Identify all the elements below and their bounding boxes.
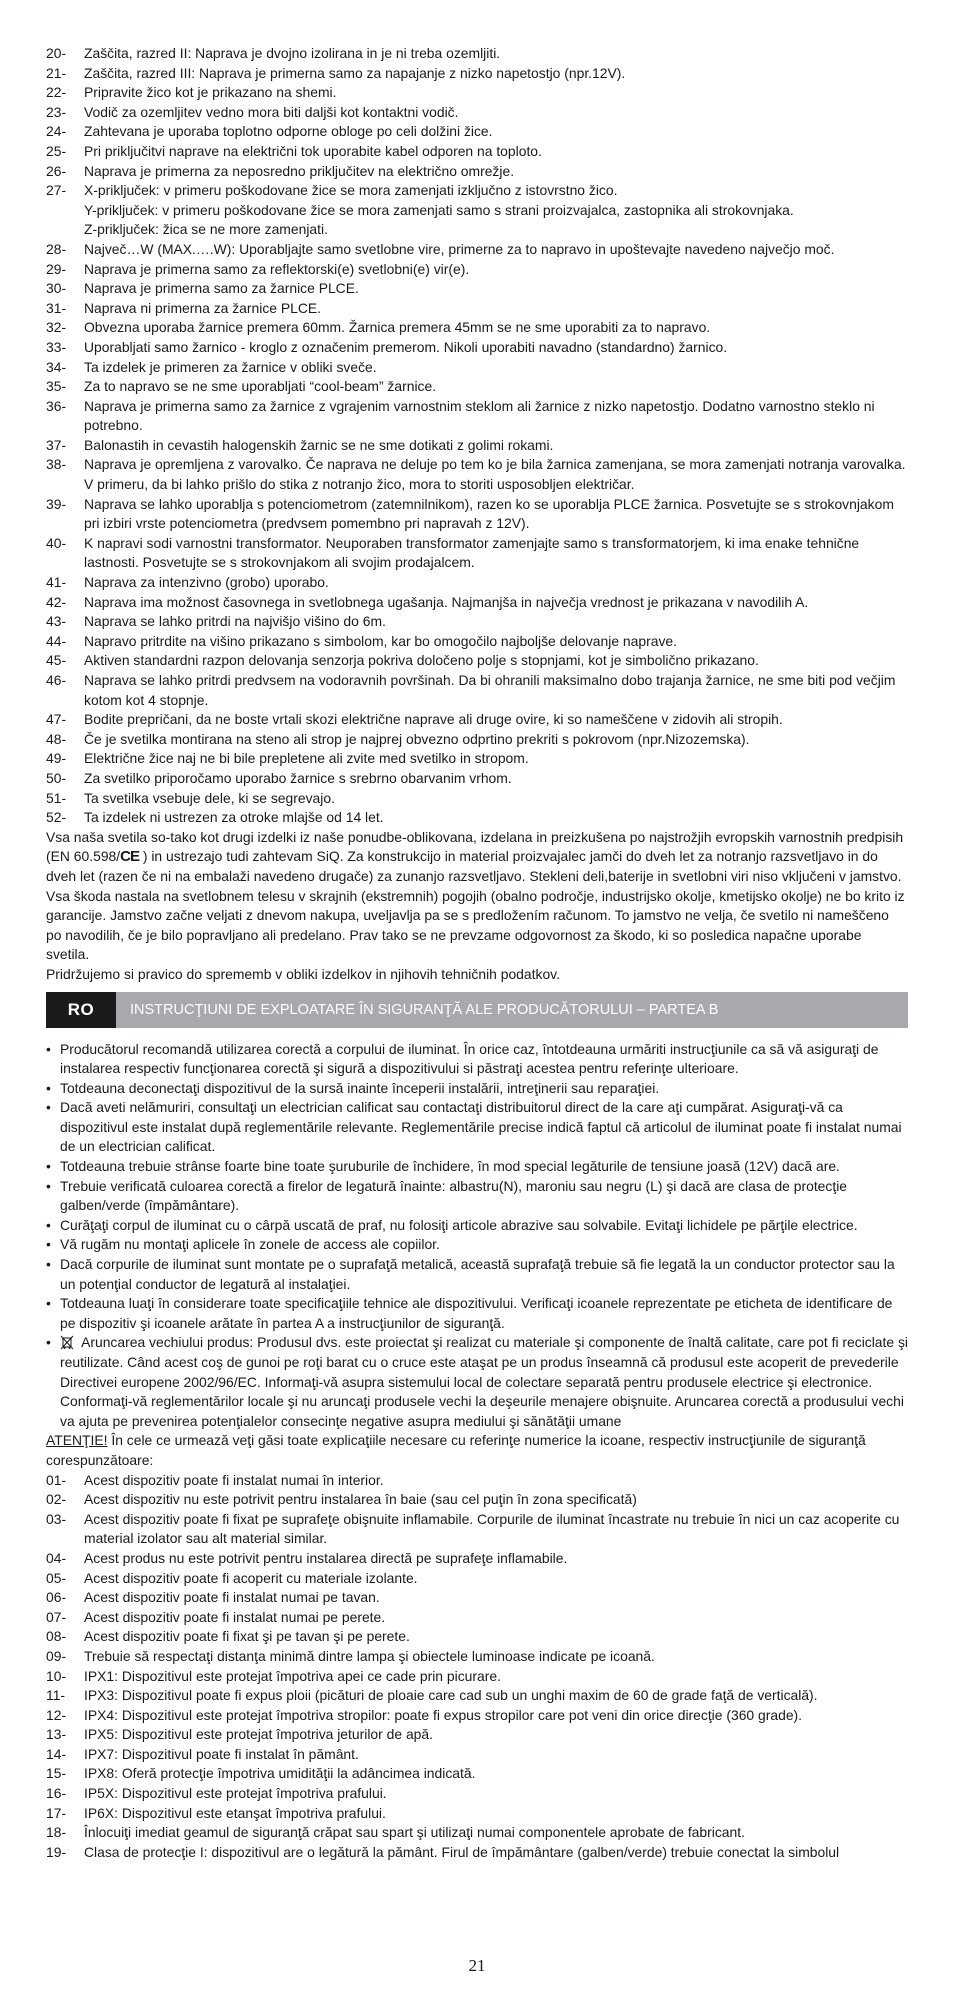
item-text: X-priključek: v primeru poškodovane žice se mora zamenjati izključno z istovrstno žico. Y-priključek: v primeru poškodovane žice se mora zamenjati samo s strani proizvajalca, zastopnika ali strokovnjaka. Z-priključek: žica se ne more zamenjati. [84,182,794,238]
list-item [46,1843,908,1863]
list-item [46,338,908,358]
list-item [46,436,908,456]
item-number: 41- [46,574,67,591]
item-text: Pri priključitvi naprave na električni tok uporabite kabel odporen na toploto. [84,142,542,159]
item-text: Zaščita, razred II: Naprava je dvojno izolirana in je ni treba ozemljiti. [84,45,501,61]
romanian-numbered-list [46,1471,908,1863]
item-number: 25- [46,142,67,159]
bullet-item [46,1157,908,1177]
list-item [46,83,908,103]
list-item [46,1588,908,1608]
item-number: 08- [46,1628,67,1645]
warranty-text-start: Vsa naša svetila so-tako kot drugi izdelki iz naše ponudbe-oblikovana, izdelana in preizkušena po najstrožjih evropskih varnostnih predpisih (EN 60.598/ [46,828,904,865]
romanian-attention-paragraph [46,1431,908,1470]
item-text: Acest dispozitiv poate fi instalat numai în interior. [84,1471,384,1488]
section-banner [46,992,908,1028]
list-item [46,1510,908,1549]
bullet-dot: • [46,1256,51,1273]
list-item [46,651,908,671]
bullet-dot: • [46,1158,51,1175]
item-text: IP6X: Dispozitivul este etanşat împotriva prafului. [84,1804,386,1821]
list-item [46,1471,908,1491]
item-number: 48- [46,730,67,747]
item-number: 43- [46,613,67,630]
list-item [46,64,908,84]
item-text: Naprava se lahko pritrdi predvsem na vodoravnih površinah. Da bi ohranili maksimalno dobo trajanja žarnice, ne sme biti pod večjim kotom kot 4 stopnje. [84,672,896,708]
list-item [46,279,908,299]
item-text: IPX7: Dispozitivul poate fi instalat în pământ. [84,1745,359,1762]
item-text: Acest dispozitiv poate fi instalat numai pe perete. [84,1608,386,1625]
bullet-text: Totdeauna luaţi în considerare toate specificaţiile tehnice ale dispozitivului. Verificaţi icoanele reprezentate pe eticheta de identificare de pe dispozitiv şi icoanele arătate în partea A a instrucţiunilor de siguranţă. [60,1295,893,1331]
item-number: 15- [46,1765,67,1782]
item-text: Naprava je primerna za neposredno priključitev na električno omrežje. [84,162,515,179]
list-item [46,377,908,397]
item-text: Naprava se lahko uporablja s potenciometrom (zatemnilnikom), razen ko se uporablja PLCE žarnica. Posvetujte se s strokovnjakom pri izbiri vrste potenciometra (predvsem pomembno pri napravah z 12V). [84,495,894,532]
list-item [46,299,908,319]
romanian-bullet-list [46,1040,908,1334]
item-text: Za to napravo se ne sme uporabljati “cool-beam” žarnice. [84,378,437,395]
ce-mark-icon: CE [120,848,139,866]
item-number: 22- [46,84,67,101]
item-text: Naprava je primerna samo za žarnice z vgrajenim varnostnim steklom ali žarnice z nizko napetostjo. Dodatno varnostno steklo ni potrebno. [84,397,875,434]
item-number: 39- [46,495,67,512]
item-number: 03- [46,1510,67,1527]
section-title: INSTRUCŢIUNI DE EXPLOATARE ÎN SIGURANŢĂ ALE PRODUCĂTORULUI – PARTEA B [130,1001,719,1018]
item-number: 17- [46,1804,67,1821]
item-number: 24- [46,123,67,140]
item-number: 45- [46,652,67,669]
list-item [46,1608,908,1628]
item-number: 29- [46,260,67,277]
list-item [46,1490,908,1510]
list-item [46,1667,908,1687]
item-number: 38- [46,456,67,473]
item-text: Ta izdelek je primeren za žarnice v obliki sveče. [84,358,377,375]
slovenian-warranty-paragraph [46,828,908,965]
item-text: Največ…W (MAX.….W): Uporabljajte samo svetlobne vire, primerne za to napravo in upoštevajte navedeno največjo moč. [84,240,835,257]
item-text: Električne žice naj ne bi bile prepletene ali zvite med svetilko in stropom. [84,750,529,767]
item-number: 49- [46,750,67,767]
item-text: IPX5: Dispozitivul este protejat împotriva jeturilor de apă. [84,1726,433,1743]
list-item [46,1764,908,1784]
bullet-dot: • [46,1177,51,1194]
item-text: Înlocuiţi imediat geamul de siguranţă crăpat sau spart şi utilizaţi numai componentele aprobate de fabricant. [84,1824,745,1841]
item-text: IPX4: Dispozitivul este protejat împotriva stropilor: poate fi expus stropilor care pot veni din orice direcţie (360 grade). [84,1706,803,1723]
item-text: IP5X: Dispozitivul este protejat împotriva prafului. [84,1785,387,1802]
list-item [46,1804,908,1824]
crossed-bin-icon [60,1335,74,1350]
list-item [46,495,908,534]
list-item [46,44,908,64]
list-item [46,318,908,338]
attention-label: ATENŢIE! [46,1432,108,1449]
item-number: 02- [46,1491,67,1508]
item-number: 40- [46,534,67,551]
list-item [46,1823,908,1843]
list-item [46,162,908,182]
bullet-dot: • [46,1079,51,1096]
item-number: 13- [46,1726,67,1743]
language-badge: RO [46,992,116,1028]
list-item [46,808,908,828]
item-text: Naprava ni primerna za žarnice PLCE. [84,299,322,316]
disposal-text: Aruncarea vechiului produs: Produsul dvs. este proiectat şi realizat cu materiale şi componente de înaltă calitate, care pot fi reciclate şi reutilizate. Când acest coş de gunoi pe roţi barat cu o cruce este ataşat pe un produs înseamnă că produsul este acoperit de prevederile Directivei europene 2002/96/EC. Informaţi-vă asupra sistemului local de colectare separată pentru produsele electrice şi electronice. Conformaţi-vă reglementărilor locale şi nu aruncaţi produsele vechi la deşeurile menajere obişnuite. Aruncarea corectă a produsului vechi va ajuta pe prevenirea potenţialelor consecinţe negative asupra mediului şi sănătăţii umane [60,1334,909,1429]
item-text: Clasa de protecţie I: dispozitivul are o legătură la pământ. Firul de împământare (galben/verde) trebuie conectat la simbolul [84,1843,840,1860]
bullet-dot: • [46,1236,51,1253]
disposal-item [46,1333,908,1431]
item-number: 42- [46,593,67,610]
bullet-dot: • [46,1216,51,1233]
item-number: 46- [46,672,67,688]
item-text: Naprava ima možnost časovnega in svetlobnega ugašanja. Najmanjša in največja vrednost je prikazana v navodilih A. [84,593,809,610]
item-number: 28- [46,240,67,257]
item-text: Ta svetilka vsebuje dele, ki se segrevajo. [84,789,335,806]
list-item [46,1627,908,1647]
bullet-item [46,1235,908,1255]
item-number: 36- [46,397,67,414]
bullet-dot: • [46,1334,51,1351]
bullet-item [46,1177,908,1216]
list-item [46,103,908,123]
item-text: Naprava je primerna samo za žarnice PLCE. [84,280,359,297]
list-item [46,181,908,240]
list-item [46,749,908,769]
item-text: Naprava se lahko pritrdi na najvišjo višino do 6m. [84,613,386,630]
item-text: Če je svetilka montirana na steno ali strop je najprej obvezno odprtino prekriti s pokrovom (npr.Nizozemska). [84,730,750,747]
item-number: 51- [46,789,67,806]
list-item [46,710,908,730]
item-text: Obvezna uporaba žarnice premera 60mm. Žarnica premera 45mm se ne sme uporabiti za to napravo. [84,319,711,336]
bullet-text: Vă rugăm nu montaţi aplicele în zonele de access ale copiilor. [60,1236,440,1253]
bullet-text: Totdeauna deconectaţi dispozitivul de la sursă inainte începerii instalării, intreţinerii sau reparaţiei. [60,1079,660,1096]
item-number: 30- [46,280,67,297]
item-number: 31- [46,299,67,316]
list-item [46,671,908,710]
item-number: 47- [46,711,67,728]
item-text: Naprava je primerna samo za reflektorski(e) svetlobni(e) vir(e). [84,260,470,277]
attention-text: În cele ce urmează veţi găsi toate explicaţiile necesare cu referinţe numerice la icoane, respectiv instrucţiunile de siguranţă corespunzătoare: [46,1432,866,1468]
item-text: Zahtevana je uporaba toplotno odporne obloge po celi dolžini žice. [84,123,493,140]
item-number: 07- [46,1608,67,1625]
item-number: 18- [46,1824,67,1841]
item-number: 20- [46,45,67,61]
list-item [46,730,908,750]
item-number: 05- [46,1569,67,1586]
list-item [46,455,908,494]
item-text: Bodite prepričani, da ne boste vrtali skozi električne naprave ali druge ovire, ki so nameščene v zidovih ali stropih. [84,711,783,728]
item-text: Acest dispozitiv nu este potrivit pentru instalarea în baie (sau cel puţin în zona specificată) [84,1491,637,1508]
item-text: Acest dispozitiv poate fi fixat şi pe tavan şi pe perete. [84,1628,410,1645]
bullet-dot: • [46,1295,51,1312]
bullet-text: Dacă aveti nelămuriri, consultaţi un electrician calificat sau contactaţi distribuitorul direct de la care aţi cumpărat. Asiguraţi-vă ca dispozitivul este instalat după reglementările relevante. Reglementările precise indică faptul că articolul de iluminat poate fi instalat numai de un electrician calificat. [60,1099,902,1155]
list-item [46,789,908,809]
list-item [46,632,908,652]
item-text: Naprava je opremljena z varovalko. Če naprava ne deluje po tem ko je bila žarnica zamenjana, se mora zamenjati notranja varovalka. V primeru, da bi lahko prišlo do stika z notranjo žico, mora to storiti usposobljen električar. [84,456,906,493]
item-number: 21- [46,64,67,81]
list-item [46,1745,908,1765]
slovenian-rights-paragraph: Pridržujemo si pravico do sprememb v obliki izdelkov in njihovih tehničnih podatkov. [46,965,560,982]
item-number: 35- [46,378,67,395]
item-number: 26- [46,162,67,179]
page-number: 21 [468,1956,486,1975]
bullet-item [46,1216,908,1236]
item-text: Vodič za ozemljitev vedno mora biti daljši kot kontaktni vodič. [84,103,459,120]
item-text: Za svetilko priporočamo uporabo žarnice s srebrno obarvanim vrhom. [84,769,512,786]
bullet-text: Trebuie verificată culoarea corectă a firelor de legatură înainte: albastru(N), maroniu sau negru (L) şi dacă are clasa de protecţie galben/verde (împământare). [60,1177,848,1214]
item-number: 44- [46,632,67,649]
list-item [46,1686,908,1706]
item-number: 32- [46,319,67,336]
item-number: 11- [46,1687,66,1704]
list-item [46,240,908,260]
list-item [46,593,908,613]
item-text: Ta izdelek ni ustrezen za otroke mlajše od 14 let. [84,809,384,826]
item-text: Acest dispozitiv poate fi instalat numai pe tavan. [84,1589,380,1606]
item-text: Aktiven standardni razpon delovanja senzorja pokriva določeno polje s stopnjami, kot je simbolično prikazano. [84,652,759,669]
list-item [46,1569,908,1589]
bullet-item [46,1040,908,1079]
list-item [46,534,908,573]
bullet-dot: • [46,1040,51,1057]
item-text: Acest dispozitiv poate fi acoperit cu materiale izolante. [84,1569,418,1586]
item-number: 19- [46,1843,67,1860]
item-number: 27- [46,182,67,199]
item-text: IPX1: Dispozitivul este protejat împotriva apei ce cade prin picurare. [84,1667,501,1684]
item-number: 12- [46,1706,67,1723]
warranty-text-end: ) in ustrezajo tudi zahtevam SiQ. Za konstrukcijo in material proizvajalec jamči do dveh let za notranjo razsvetljavo in do dveh let (razen če ni na embalaži navedeno drugače) za zunanjo razsvetljavo. Stekleni deli,baterije in svetlobni viri niso vključeni v jamstvo. Vsa škoda nastala na svetlobnem telesu v skrajnih (ekstremnih) pogojih (obalno področje, industrijsko okolje, kmetijsko okolje) ne bo krito iz garancije. Jamstvo začne veljati z dnevom nakupa, uveljavlja pa se s predložením računom. To jamstvo ne velja, če svetilo ni nameščeno po navodilih, če je bilo popravljano ali predelano. Prav tako se ne prevzame odgovornost za škodo, ki so posledica napačne uporabe svetila. [46,848,905,963]
item-text: Naprava za intenzivno (grobo) uporabo. [84,574,329,591]
item-text: IPX3: Dispozitivul poate fi expus ploii (picături de ploaie care cad sub un unghi maxim de 60 de grade faţă de verticală). [84,1687,818,1704]
bullet-text: Curăţaţi corpul de iluminat cu o cârpă uscată de praf, nu folosiţi articole abrazive sau solvabile. Evitaţi lichidele pe părţile electrice. [60,1216,858,1233]
bullet-text: Producătorul recomandă utilizarea corectă a corpului de iluminat. În orice caz, întotdeauna urmăriti instrucţiunile ca să vă asiguraţi de instalarea respectiv funcţionarea corectă şi sigură a dispozitivului si păstraţi acestea pentru referinţe ulterioare. [60,1040,879,1077]
item-number: 34- [46,358,67,375]
list-item [46,142,908,162]
slovenian-numbered-list [46,44,908,828]
list-item [46,1725,908,1745]
list-item [46,260,908,280]
bullet-text: Dacă corpurile de iluminat sunt montate pe o suprafaţă metalică, această suprafaţă trebuie să fie legată la un conductor protector sau la un potenţial conductor de legatură al instalaţiei. [60,1256,895,1292]
bullet-dot: • [46,1099,51,1116]
item-text: Acest produs nu este potrivit pentru instalarea directă pe suprafeţe inflamabile. [84,1549,568,1566]
list-item [46,1784,908,1804]
list-item [46,122,908,142]
list-item [46,1706,908,1726]
item-text: Pripravite žico kot je prikazano na shemi. [84,84,337,101]
item-number: 33- [46,338,67,355]
list-item [46,358,908,378]
list-item [46,1647,908,1667]
list-item [46,612,908,632]
list-item [46,1549,908,1569]
item-number: 06- [46,1589,67,1606]
item-text: K napravi sodi varnostni transformator. Neuporaben transformator zamenjajte samo s transformatorjem, ki ima enake tehnične lastnosti. Posvetujte se s strokovnjakom ali svojim prodajalcem. [84,534,860,571]
item-text: IPX8: Oferă protecţie împotriva umidităţii la adâncimea indicată. [84,1765,476,1782]
list-item [46,769,908,789]
bullet-item [46,1294,908,1333]
item-text: Balonastih in cevastih halogenskih žarnic se ne sme dotikati z golimi rokami. [84,436,554,453]
item-text: Napravo pritrdite na višino prikazano s simbolom, kar bo omogočilo najboljše delovanje naprave. [84,632,677,649]
item-number: 37- [46,436,67,453]
item-number: 52- [46,809,67,826]
item-number: 50- [46,769,67,786]
item-number: 23- [46,103,67,120]
item-text: Trebuie să respectaţi distanţa minimă dintre lampa şi obiectele luminoase indicate pe icoană. [84,1647,655,1664]
item-number: 14- [46,1745,67,1762]
romanian-disposal-list [46,1333,908,1431]
item-number: 10- [46,1667,67,1684]
bullet-item [46,1079,908,1099]
bullet-item [46,1255,908,1294]
item-number: 04- [46,1549,67,1566]
list-item [46,573,908,593]
item-number: 09- [46,1647,67,1664]
bullet-text: Totdeauna trebuie strânse foarte bine toate şuruburile de închidere, în mod special legăturile de tensiune joasă (12V) dacă are. [60,1158,840,1175]
item-number: 01- [46,1471,67,1488]
list-item [46,397,908,436]
item-number: 16- [46,1785,67,1802]
item-text: Zaščita, razred III: Naprava je primerna samo za napajanje z nizko napetostjo (npr.12V). [84,64,626,81]
item-text: Uporabljati samo žarnico - kroglo z označenim premerom. Nikoli uporabiti navadno (standardno) žarnico. [84,338,728,355]
bullet-item [46,1098,908,1157]
item-text: Acest dispozitiv poate fi fixat pe suprafeţe obişnuite inflamabile. Corpurile de iluminat încastrate nu trebuie în nici un caz acoperite cu material izolator sau alt material similar. [84,1510,900,1547]
